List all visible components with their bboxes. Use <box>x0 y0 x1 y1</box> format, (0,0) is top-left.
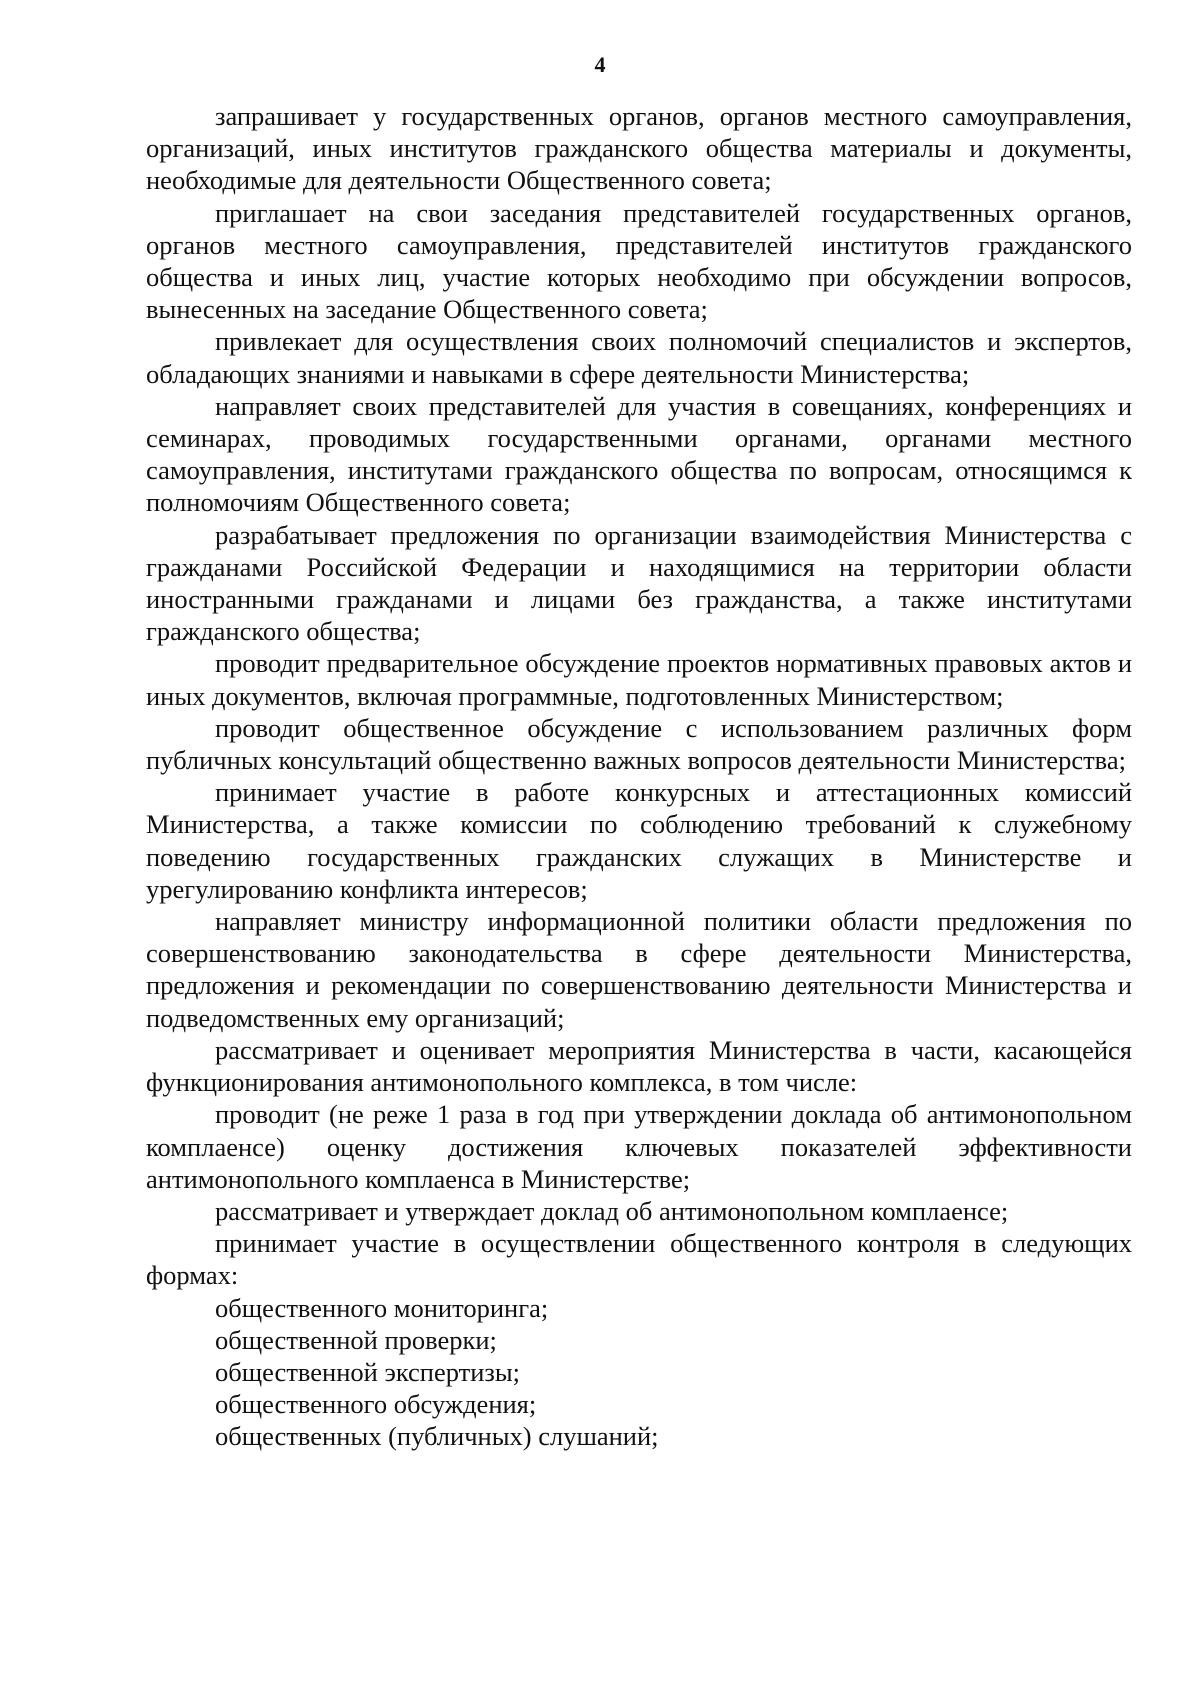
paragraph-involve-experts: привлекает для осуществления своих полномочий специалистов и экспертов, обладающих знаниями и навыками в сфере деятельности Министерства; <box>146 326 1132 389</box>
paragraph-send-minister-proposals: направляет министру информационной политики области предложения по совершенствованию законодательства в сфере деятельности Министерства, предложения и рекомендации по совершенствованию деятельности Министерства и подведомственных ему организаций; <box>146 906 1132 1033</box>
paragraph-invite-representatives: приглашает на свои заседания представителей государственных органов, органов местного самоуправления, представителей институтов гражданского общества и иных лиц, участие которых необходимо при обсуждении вопросов, вынесенных на заседание Общественного совета; <box>146 197 1132 325</box>
paragraph-kpi-assessment: проводит (не реже 1 раза в год при утверждении доклада об антимонопольном комплаенсе) оценку достижения ключевых показателей эффективности антимонопольного комплаенса в Министерстве; <box>146 1099 1132 1194</box>
paragraph-approve-report: рассматривает и утверждает доклад об антимонопольном комплаенсе; <box>215 1195 1009 1226</box>
page-number: 4 <box>594 52 606 77</box>
paragraph-send-representatives: направляет своих представителей для участия в совещаниях, конференциях и семинарах, проводимых государственными органами, органами местного самоуправления, институтами гражданского общества по вопросам, относящимся к полномочиям Общественного совета; <box>146 390 1132 518</box>
paragraph-request-materials: запрашивает у государственных органов, органов местного самоуправления, организаций, иных институтов гражданского общества материалы и документы, необходимые для деятельности Общественного совета; <box>146 101 1132 196</box>
paragraph-preliminary-discussion: проводит предварительное обсуждение проектов нормативных правовых актов и иных документов, включая программные, подготовленных Министерством; <box>146 648 1132 711</box>
list-item-monitoring: общественного мониторинга; <box>215 1292 549 1323</box>
list-item-hearings: общественных (публичных) слушаний; <box>215 1421 659 1452</box>
paragraph-evaluate-measures: рассматривает и оценивает мероприятия Министерства в части, касающейся функционирования антимонопольного комплекса, в том числе: <box>146 1034 1132 1098</box>
document-body <box>146 100 1132 1453</box>
list-item-discussion: общественного обсуждения; <box>215 1389 537 1420</box>
paragraph-public-discussion: проводит общественное обсуждение с использованием различных форм публичных консультаций общественно важных вопросов деятельности Министерства; <box>146 712 1132 776</box>
paragraph-develop-proposals: разрабатывает предложения по организации взаимодействия Министерства с гражданами Российской Федерации и находящимися на территории области иностранными гражданами и лицами без гражданства, а также институтами гражданского общества; <box>146 519 1132 647</box>
list-item-expertise: общественной экспертизы; <box>215 1356 521 1387</box>
paragraph-public-control: принимает участие в осуществлении общественного контроля в следующих формах: <box>146 1228 1132 1291</box>
list-item-inspection: общественной проверки; <box>215 1324 497 1355</box>
paragraph-commissions: принимает участие в работе конкурсных и аттестационных комиссий Министерства, а также комиссии по соблюдению требований к служебному поведению государственных гражданских служащих в Министерстве и урегулированию конфликта интересов; <box>146 777 1132 904</box>
